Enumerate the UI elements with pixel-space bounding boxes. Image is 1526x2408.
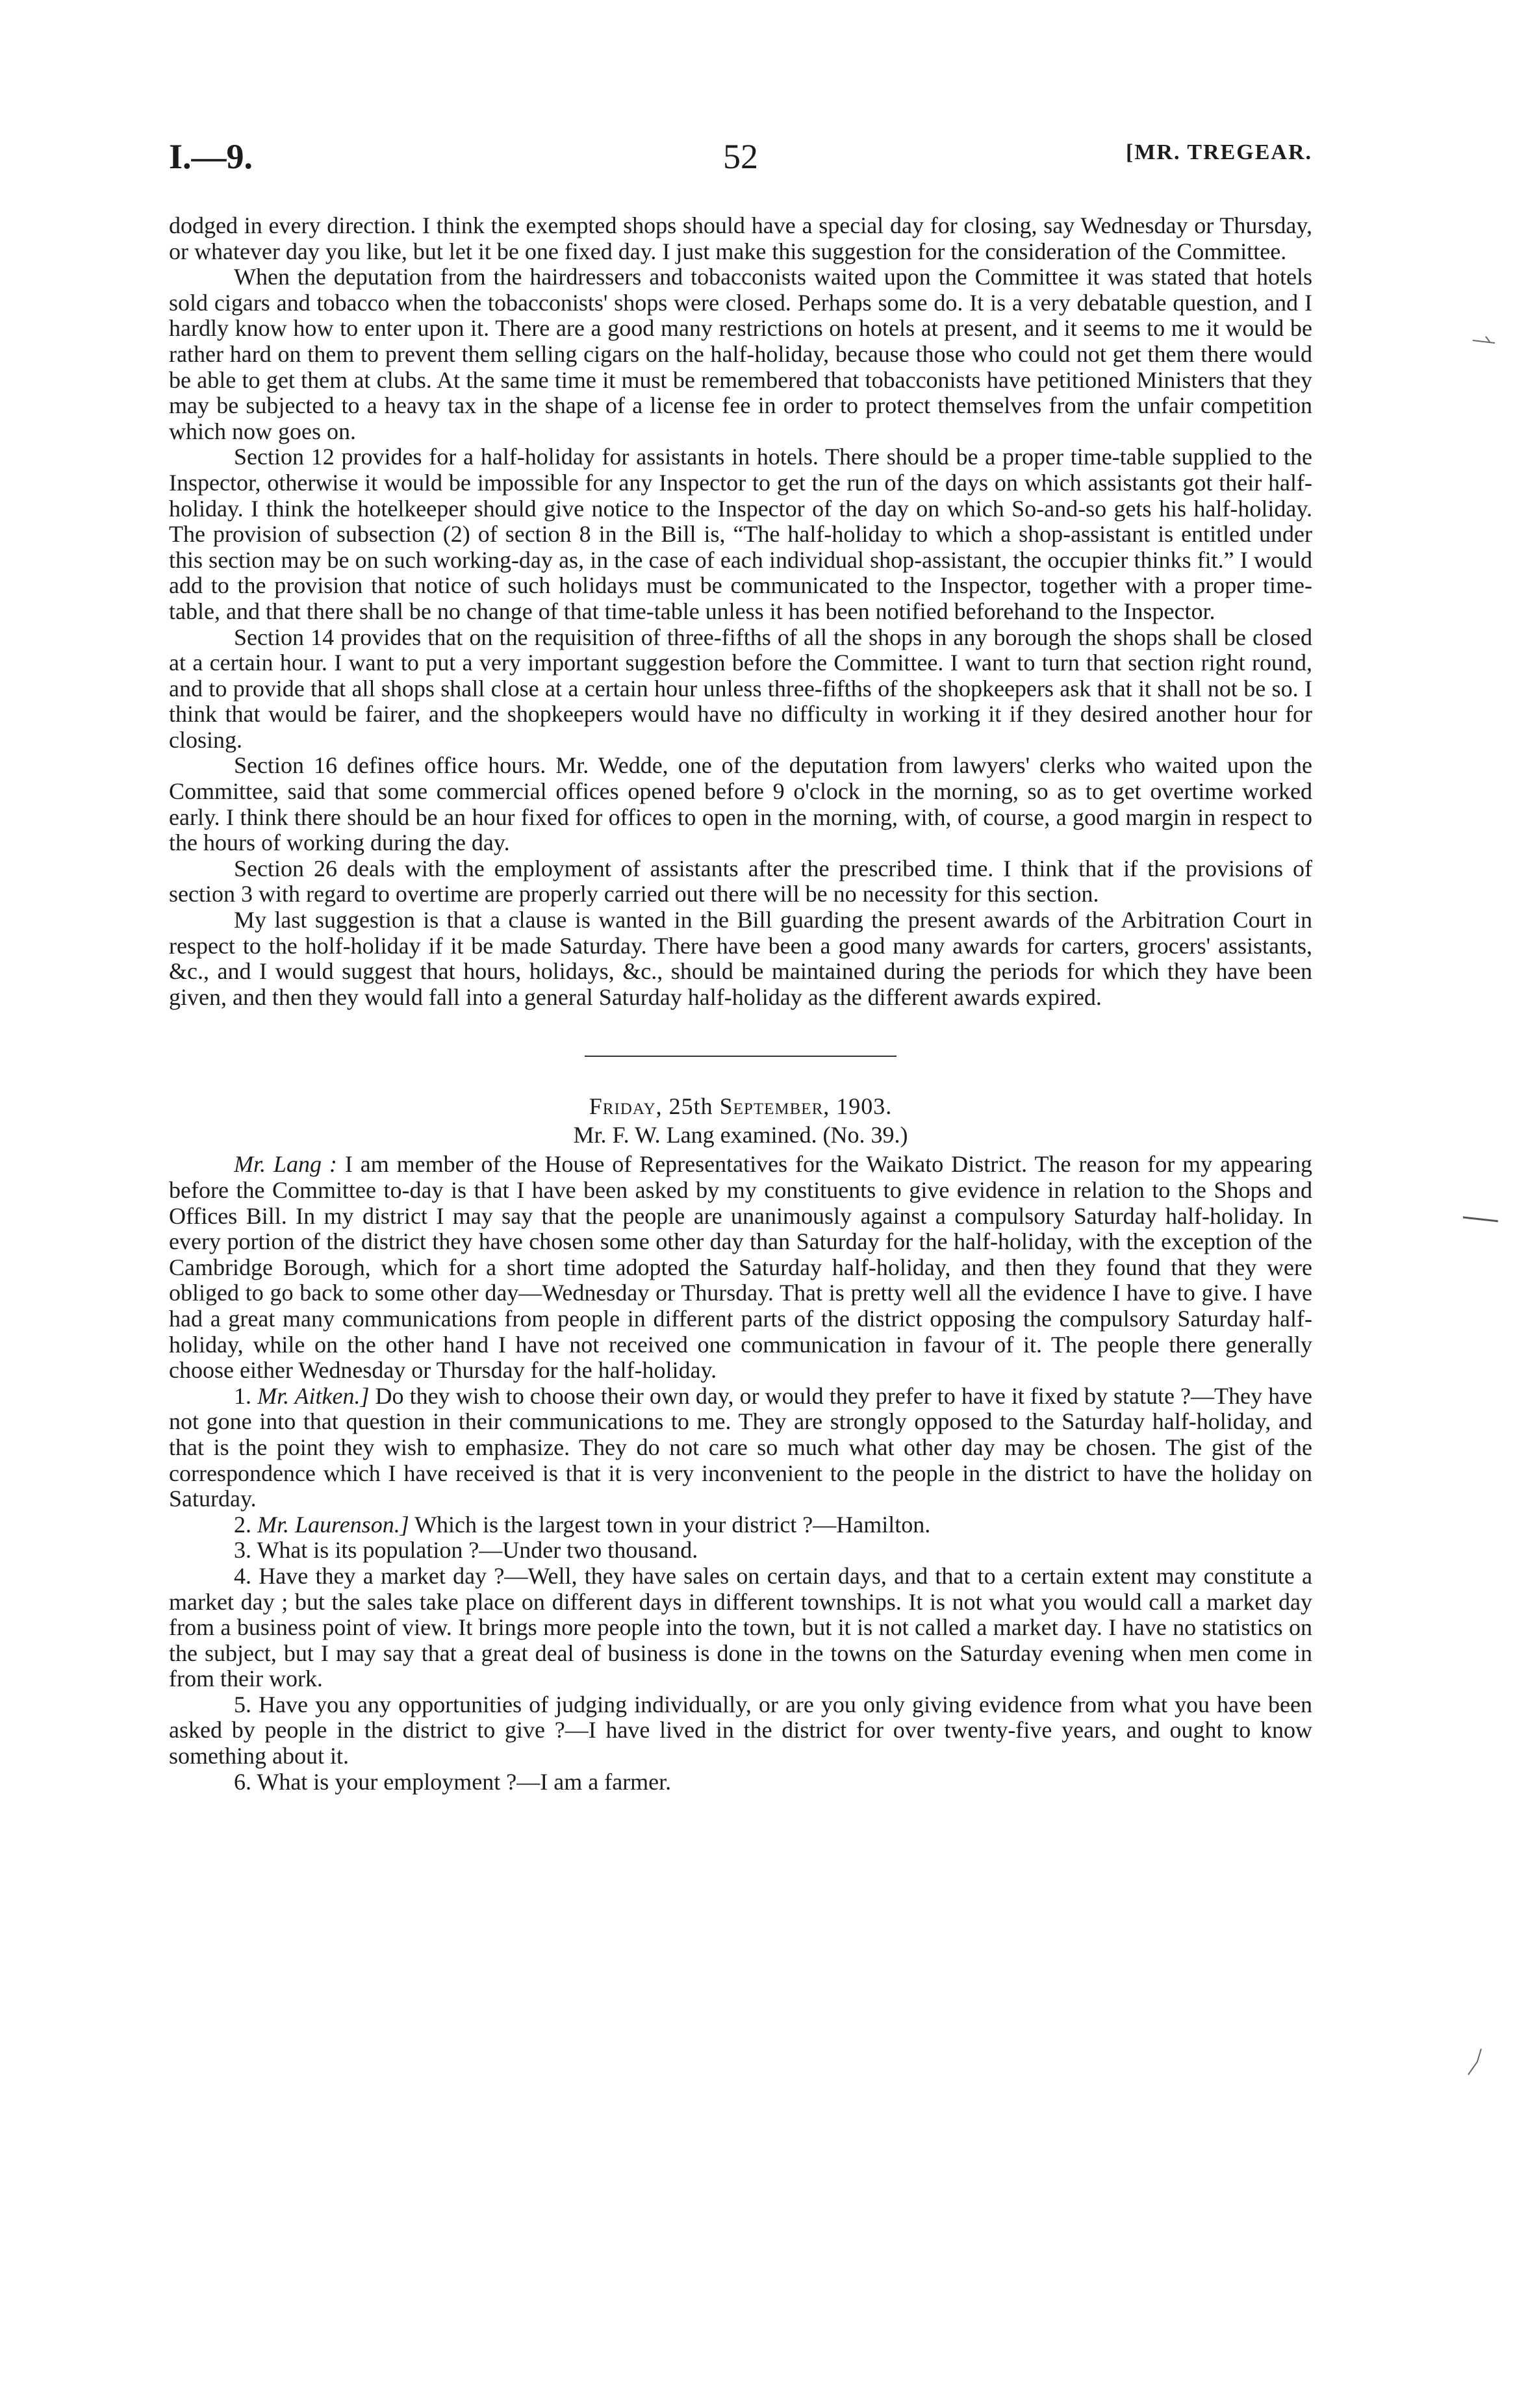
question-paragraph (169, 1384, 1312, 1512)
paragraph: When the deputation from the hairdressers and tobacconists waited upon the Committee it was stated that hotels sold cigars and tobacco when the tobacconists' shops were closed. Perhaps some do. It is a very debatable question, and I hardly know how to enter upon it. There are a good many restrictions on hotels at present, and it seems to me it would be rather hard on them to prevent them selling cigars on the half-holiday, because those who could not get them there would be able to get them at clubs. At the same time it must be remembered that tobacconists have petitioned Ministers that they may be subjected to a heavy tax in the shape of a license fee in order to protect themselves from the unfair competition which now goes on. (169, 264, 1312, 444)
question-paragraph (169, 1512, 1312, 1538)
question-paragraph: 5. Have you any opportunities of judging individually, or are you only giving evidence from what you have been asked by people in the district to give ?—I have lived in the district for over twenty-five years, and ought to know something about it. (169, 1691, 1312, 1769)
question-paragraph: 4. Have they a market day ?—Well, they have sales on certain days, and that to a certain extent may constitute a market day ; but the sales take place on different days in different townships. It is not what you would call a market day from a business point of view. It brings more people into the town, but it is not called a market day. I have no statistics on the subject, but I may say that a great deal of business is done in the towns on the Saturday evening when men come in from their work. (169, 1562, 1312, 1692)
session-day: Friday (589, 1093, 656, 1120)
margin-mark (1462, 1208, 1501, 1228)
margin-mark (1471, 331, 1497, 351)
paragraph: Section 12 provides for a half-holiday for assistants in hotels. There should be a proper time-table supplied to the Inspector, otherwise it would be impossible for any Inspector to get the run of the days on which assistants got their half-holiday. I think the hotelkeeper should give notice to the Inspector of the day on which So-and-so gets his half-holiday. The provision of subsection (2) of section 8 in the Bill is, “The half-holiday to which a shop-assistant is entitled under this section may be on such working-day as, in the case of each individual shop-assistant, the occupier thinks fit.” I would add to the provision that notice of such holidays must be communicated to the Inspector, together with a proper time-table, and that there shall be no change of that time-table unless it has been notified beforehand to the Inspector. (169, 444, 1312, 624)
session-year: 1903. (836, 1093, 893, 1120)
document-page (169, 136, 1312, 1795)
question-text: Which is the largest town in your district ?—Hamilton. (414, 1511, 931, 1538)
page-header (169, 136, 1312, 182)
question-paragraph: 6. What is your employment ?—I am a farmer. (234, 1768, 672, 1795)
witness-heading: Mr. F. W. Lang examined. (No. 39.) (573, 1122, 908, 1148)
report-reference: I.—9. (169, 137, 253, 176)
question-number: 1. (234, 1382, 251, 1409)
speaker-running-head: [MR. TREGEAR. (1126, 140, 1312, 164)
question-text: Do they wish to choose their own day, or would they prefer to have it fixed by statute ?—They have not gone into that question in their communications to me. They are strongly opposed to the Saturday half-holiday, and that is the point they wish to emphasize. They do not care so much what other day may be chosen. The gist of the correspondence which I have received is that it is very inconvenient to the people in the district to have the holiday on Saturday. (169, 1382, 1313, 1512)
questioner-name: Mr. Laurenson.] (257, 1511, 409, 1538)
session-date-number: 25th (668, 1093, 713, 1120)
session-date: Friday, 25th September, 1903. (589, 1093, 893, 1120)
session-month: September (719, 1093, 824, 1120)
statement-paragraph (169, 1152, 1312, 1383)
paragraph: My last suggestion is that a clause is wanted in the Bill guarding the present awards of the Arbitration Court in respect to the holf-holiday if it be made Saturday. There have been a good many awards for carters, grocers' assistants, &c., and I would suggest that hours, holidays, &c., should be maintained during the periods for which they have been given, and then they would fall into a general Saturday half-holiday as the different awards expired. (169, 907, 1312, 1010)
speaker-name: Mr. Lang : (234, 1151, 337, 1178)
paragraph: Section 26 deals with the employment of assistants after the prescribed time. I think that if the provisions of section 3 with regard to overtime are properly carried out there will be no necessity for this section. (169, 855, 1312, 907)
margin-mark (1462, 2046, 1488, 2079)
questioner-name: Mr. Aitken.] (257, 1382, 370, 1409)
paragraph: Section 16 defines office hours. Mr. Wedde, one of the deputation from lawyers' clerks who waited upon the Committee, said that some commercial offices opened before 9 o'clock in the morning, so as to get overtime worked early. I think there should be an hour fixed for offices to open in the morning, with, of course, a good margin in respect to the hours of working during the day. (169, 752, 1312, 856)
section-divider (585, 1056, 897, 1057)
statement-text: I am member of the House of Representatives for the Waikato District. The reason for my appearing before the Committee to-day is that I have been asked by my constituents to give evidence in relation to the Shops and Offices Bill. In my district I may say that the people are unanimously against a compulsory Saturday half-holiday. In every portion of the district they have chosen some other day than Saturday for the half-holiday, with the exception of the Cambridge Borough, which for a short time adopted the Saturday half-holiday, and then they found that they were obliged to go back to some other day—Wednesday or Thursday. That is pretty well all the evidence I have to give. I have had a great many communications from people in different parts of the district opposing the compulsory Saturday half-holiday, while on the other hand I have not received one communication in favour of it. The people there generally choose either Wednesday or Thursday for the half-holiday. (169, 1151, 1312, 1384)
paragraph: Section 14 provides that on the requisition of three-fifths of all the shops in any borough the shops shall be closed at a certain hour. I want to put a very important suggestion before the Committee. I want to turn that section right round, and to provide that all shops shall close at a certain hour unless three-fifths of the shopkeepers ask that it shall not be so. I think that would be fairer, and the shopkeepers would have no difficulty in working it if they desired another hour for closing. (169, 624, 1312, 753)
evidence-lang (169, 1152, 1312, 1795)
page-number: 52 (723, 137, 758, 176)
evidence-continued (169, 213, 1312, 1010)
paragraph: dodged in every direction. I think the exempted shops should have a special day for closing, say Wednesday or Thursday, or whatever day you like, but let it be one fixed day. I just make this suggestion for the consideration of the Committee. (169, 212, 1312, 264)
question-number: 2. (234, 1511, 251, 1538)
question-paragraph: 3. What is its population ?—Under two thousand. (234, 1537, 698, 1564)
